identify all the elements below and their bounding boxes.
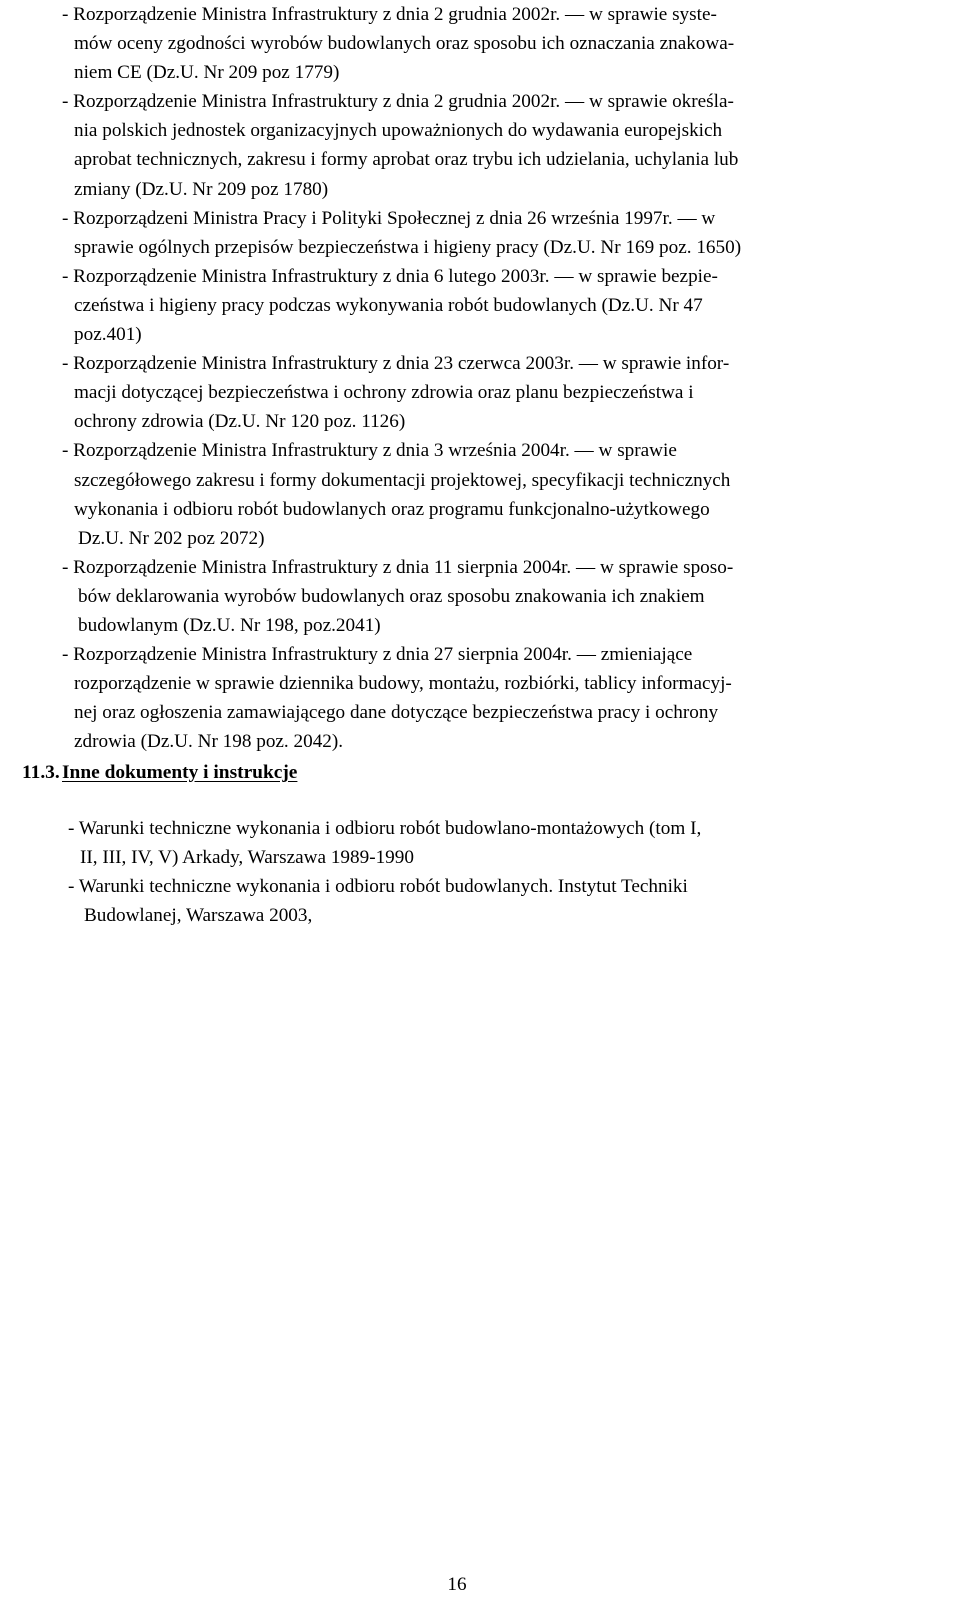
regulation-line: czeństwa i higieny pracy podczas wykonywania robót budowlanych (Dz.U. Nr 47	[74, 294, 703, 316]
regulation-line: macji dotyczącej bezpieczeństwa i ochrony zdrowia oraz planu bezpieczeństwa i	[74, 382, 694, 404]
regulation-line: - Rozporządzenie Ministra Infrastruktury z dnia 3 września 2004r. — w sprawie	[62, 440, 677, 462]
regulation-line: rozporządzenie w sprawie dziennika budowy, montażu, rozbiórki, tablicy informacyj-	[74, 673, 732, 695]
regulation-line: - Rozporządzenie Ministra Infrastruktury z dnia 11 sierpnia 2004r. — w sprawie sposo-	[62, 556, 734, 578]
regulation-item	[62, 436, 942, 552]
regulation-item	[62, 262, 942, 349]
regulation-item	[62, 204, 942, 262]
document-line: II, III, IV, V) Arkady, Warszawa 1989-1990	[80, 847, 414, 869]
regulation-line: ochrony zdrowia (Dz.U. Nr 120 poz. 1126)	[74, 411, 406, 433]
regulation-line: zmiany (Dz.U. Nr 209 poz 1780)	[74, 178, 329, 200]
document-line: Budowlanej, Warszawa 2003,	[84, 905, 313, 927]
regulation-line: bów deklarowania wyrobów budowlanych oraz sposobu znakowania ich znakiem	[78, 585, 705, 607]
regulation-line: - Rozporządzenie Ministra Infrastruktury z dnia 2 grudnia 2002r. — w sprawie określa-	[62, 91, 734, 113]
page-number	[0, 1570, 960, 1600]
regulation-item	[62, 640, 942, 756]
regulation-line: poz.401)	[74, 324, 142, 346]
page-number-text: 16	[447, 1574, 467, 1595]
regulation-line: - Rozporządzeni Ministra Pracy i Polityki Społecznej z dnia 26 września 1997r. — w	[62, 207, 716, 229]
regulation-line: wykonania i odbioru robót budowlanych oraz programu funkcjonalno-użytkowego	[74, 498, 710, 520]
document-line: - Warunki techniczne wykonania i odbioru robót budowlanych. Instytut Techniki	[68, 876, 688, 898]
regulation-line: zdrowia (Dz.U. Nr 198 poz. 2042).	[74, 731, 344, 753]
regulation-line: Dz.U. Nr 202 poz 2072)	[78, 527, 265, 549]
regulation-item	[62, 553, 942, 640]
regulations-list	[62, 0, 942, 756]
section-title: Inne dokumenty i instrukcje	[62, 762, 298, 783]
regulation-line: sprawie ogólnych przepisów bezpieczeństwa i higieny pracy (Dz.U. Nr 169 poz. 1650)	[74, 236, 742, 258]
regulation-line: - Rozporządzenie Ministra Infrastruktury z dnia 23 czerwca 2003r. — w sprawie infor-	[62, 353, 730, 375]
regulation-item	[62, 0, 942, 87]
regulation-line: - Rozporządzenie Ministra Infrastruktury z dnia 2 grudnia 2002r. — w sprawie syste-	[62, 4, 717, 25]
regulation-line: - Rozporządzenie Ministra Infrastruktury z dnia 6 lutego 2003r. — w sprawie bezpie-	[62, 265, 718, 287]
regulation-line: nia polskich jednostek organizacyjnych upoważnionych do wydawania europejskich	[74, 120, 723, 142]
document-line: - Warunki techniczne wykonania i odbioru robót budowlano-montażowych (tom I,	[68, 818, 702, 839]
regulation-line: aprobat technicznych, zakresu i formy aprobat oraz trybu ich udzielania, uchylania lub	[74, 149, 739, 171]
regulation-line: nej oraz ogłoszenia zamawiającego dane dotyczące bezpieczeństwa pracy i ochrony	[74, 702, 719, 724]
section-heading	[22, 758, 297, 788]
section-number: 11.3.	[22, 762, 60, 783]
regulation-line: - Rozporządzenie Ministra Infrastruktury z dnia 27 sierpnia 2004r. — zmieniające	[62, 644, 693, 666]
document-item	[68, 814, 938, 872]
regulation-line: budowlanym (Dz.U. Nr 198, poz.2041)	[78, 614, 381, 636]
document-item	[68, 872, 938, 930]
documents-list	[68, 814, 938, 930]
regulation-line: szczegółowego zakresu i formy dokumentacji projektowej, specyfikacji technicznych	[74, 469, 731, 491]
regulation-line: niem CE (Dz.U. Nr 209 poz 1779)	[74, 62, 340, 84]
regulation-line: mów oceny zgodności wyrobów budowlanych oraz sposobu ich oznaczania znakowa-	[74, 33, 735, 55]
regulation-item	[62, 349, 942, 436]
regulation-item	[62, 87, 942, 203]
